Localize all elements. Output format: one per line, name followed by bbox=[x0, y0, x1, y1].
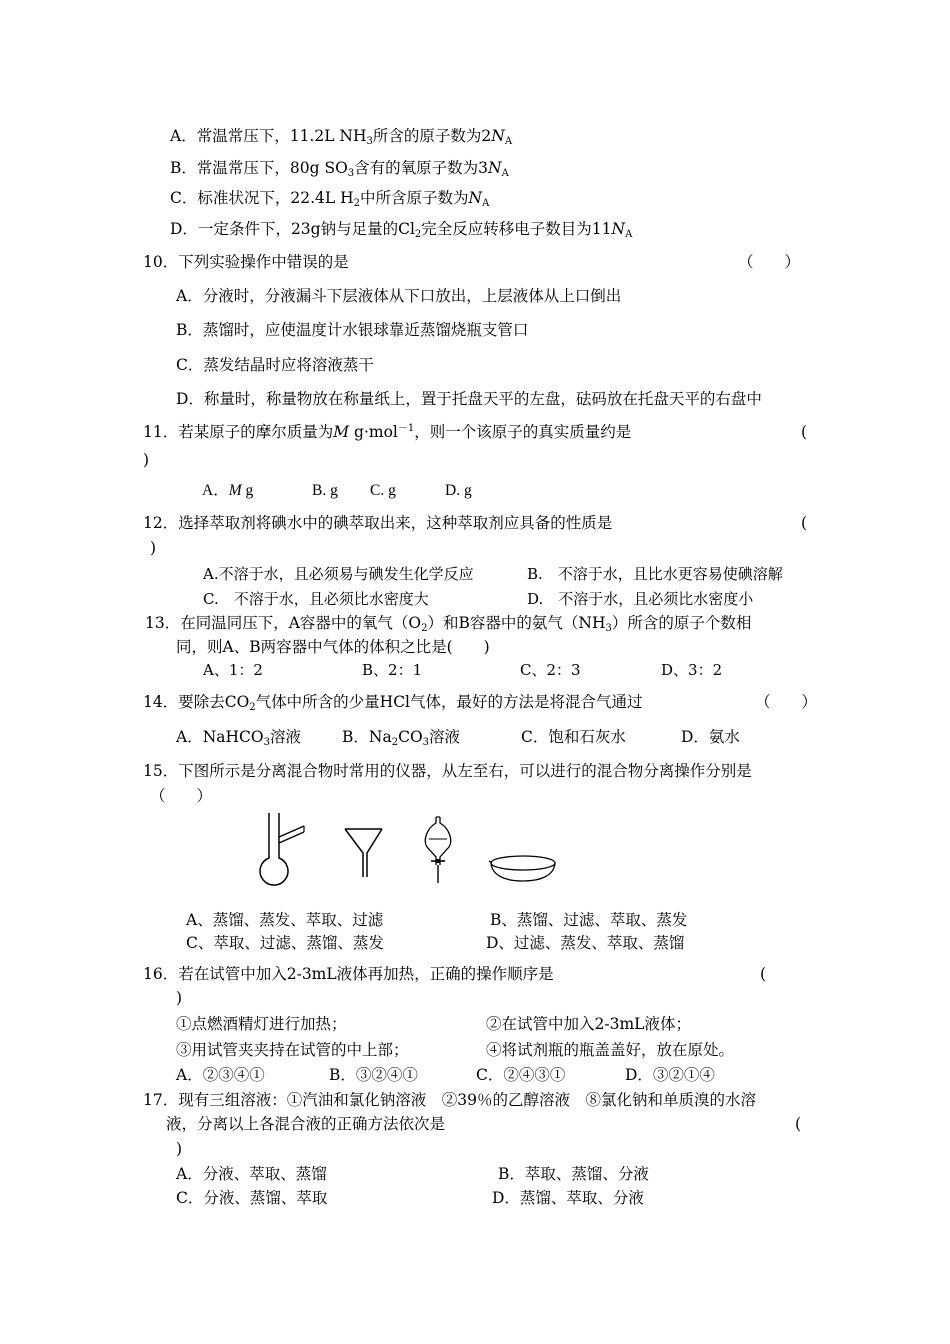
q11-option-a: A．M g bbox=[202, 482, 254, 499]
q17-option-d: D．蒸馏、萃取、分液 bbox=[492, 1189, 644, 1207]
q11-option-d: D. g bbox=[445, 482, 472, 499]
q17-paren-open: ( bbox=[795, 1115, 802, 1133]
q14-option-b: B．$Na_2CO_3$溶液 bbox=[342, 728, 461, 748]
q10-option-b: B．蒸馏时，应使温度计水银球靠近蒸馏烧瓶支管口 bbox=[176, 321, 529, 339]
q10-stem: 10．下列实验操作中错误的是 bbox=[143, 253, 349, 271]
q11-option-c: C. g bbox=[370, 482, 396, 499]
q16-step-4: ④将试剂瓶的瓶盖盖好，放在原处。 bbox=[486, 1041, 735, 1059]
funnel-figure bbox=[341, 825, 386, 885]
q13-option-b: B、2：1 bbox=[362, 661, 423, 679]
q10-option-d: D．称量时，称量物放在称量纸上，置于托盘天平的左盘，砝码放在托盘天平的右盘中 bbox=[176, 390, 762, 408]
q17-option-a: A．分液、萃取、蒸馏 bbox=[176, 1165, 327, 1183]
q16-option-b: B．③②④① bbox=[329, 1066, 418, 1084]
q9-option-d: D．一定条件下，23g钠与足量的$Cl_2$完全反应转移电子数目为$11N_A$ bbox=[170, 220, 633, 240]
q11-option-b: B. g bbox=[312, 482, 338, 499]
q16-step-2: ②在试管中加入2-3mL液体； bbox=[486, 1015, 691, 1033]
q14-option-a: A．NaHCO$_3$溶液 bbox=[176, 728, 301, 748]
q10-answer-parens: （ ） bbox=[738, 253, 801, 271]
q17-stem-line2: 液，分离以上各混合液的正确方法依次是 bbox=[166, 1115, 446, 1133]
q16-step-1: ①点燃酒精灯进行加热； bbox=[176, 1015, 347, 1033]
q13-stem-line1: 13．在同温同压下，A容器中的氧气$(O_2)$和B容器中的氨气$(NH_3)$所含的原子个数相 bbox=[145, 614, 752, 634]
q11-paren-open: ( bbox=[801, 423, 808, 441]
distillation-flask-figure bbox=[252, 810, 312, 890]
q13-option-a: A、1：2 bbox=[203, 661, 263, 679]
q12-option-d: D. 不溶于水，且必须比水密度小 bbox=[527, 590, 754, 608]
q9-option-a: A．常温常压下，11.2L $NH_3$所含的原子数为$2N_A$ bbox=[170, 127, 513, 147]
q15-option-c: C、萃取、过滤、蒸馏、蒸发 bbox=[186, 934, 384, 952]
q16-paren-open: ( bbox=[760, 965, 767, 983]
q16-option-c: C．②④③① bbox=[476, 1066, 566, 1084]
q16-step-3: ③用试管夹夹持在试管的中上部； bbox=[176, 1041, 409, 1059]
q10-option-c: C．蒸发结晶时应将溶液蒸干 bbox=[176, 356, 374, 374]
q11-paren-close: ) bbox=[143, 451, 150, 469]
q12-option-a: A.不溶于水，且必须易与碘发生化学反应 bbox=[203, 565, 474, 583]
q12-paren-close: ) bbox=[150, 539, 157, 557]
q14-option-c: C．饱和石灰水 bbox=[521, 728, 626, 746]
q12-option-c: C. 不溶于水，且必须比水密度大 bbox=[203, 590, 429, 608]
q17-stem-line1: 17．现有三组溶液：①汽油和氯化钠溶液 ②39％的乙醇溶液 ⑧氯化钠和单质溴的水溶 bbox=[143, 1091, 756, 1109]
q17-option-c: C．分液、蒸馏、萃取 bbox=[176, 1189, 328, 1207]
q12-option-b: B. 不溶于水，且比水更容易使碘溶解 bbox=[527, 565, 783, 583]
q15-answer-parens: （ ） bbox=[150, 787, 213, 805]
q16-stem: 16．若在试管中加入2-3mL液体再加热，正确的操作顺序是 bbox=[143, 965, 554, 983]
q13-stem-line2: 同，则A、B两容器中气体的体积之比是( ) bbox=[176, 638, 490, 656]
q16-paren-close: ) bbox=[176, 989, 183, 1007]
q16-option-a: A．②③④① bbox=[176, 1066, 265, 1084]
q11-stem: 11．若某原子的摩尔质量为M g·mol$^{-1}$，则一个该原子的真实质量约是 bbox=[143, 423, 632, 441]
q16-option-d: D．③②①④ bbox=[625, 1066, 715, 1084]
q13-option-d: D、3：2 bbox=[661, 661, 723, 679]
evaporating-dish-figure bbox=[488, 852, 558, 886]
q14-answer-parens: （ ） bbox=[755, 693, 818, 711]
q9-option-c: C．标准状况下，22.4L $H_2$中所含原子数为$N_A$ bbox=[170, 189, 490, 209]
q13-option-c: C、2：3 bbox=[520, 661, 581, 679]
q15-option-d: D、过滤、蒸发、萃取、蒸馏 bbox=[486, 934, 685, 952]
q17-option-b: B．萃取、蒸馏、分液 bbox=[498, 1165, 649, 1183]
q15-stem: 15．下图所示是分离混合物时常用的仪器，从左至右，可以进行的混合物分离操作分别是 bbox=[143, 762, 752, 780]
q17-paren-close: ) bbox=[176, 1140, 183, 1158]
q12-stem: 12．选择萃取剂将碘水中的碘萃取出来，这种萃取剂应具备的性质是 bbox=[143, 514, 613, 532]
q12-paren-open: ( bbox=[801, 514, 808, 532]
separatory-funnel-figure bbox=[420, 815, 456, 887]
q15-option-b: B、蒸馏、过滤、萃取、蒸发 bbox=[490, 911, 688, 929]
q14-option-d: D．氨水 bbox=[681, 728, 740, 746]
q15-option-a: A、蒸馏、蒸发、萃取、过滤 bbox=[186, 911, 384, 929]
q9-option-b: B．常温常压下，80g $SO_3$含有的氧原子数为$3N_A$ bbox=[170, 159, 509, 179]
q14-stem: 14．要除去$CO_2$气体中所含的少量HCl气体，最好的方法是将混合气通过 bbox=[143, 693, 643, 713]
q10-option-a: A．分液时，分液漏斗下层液体从下口放出，上层液体从上口倒出 bbox=[176, 287, 622, 305]
